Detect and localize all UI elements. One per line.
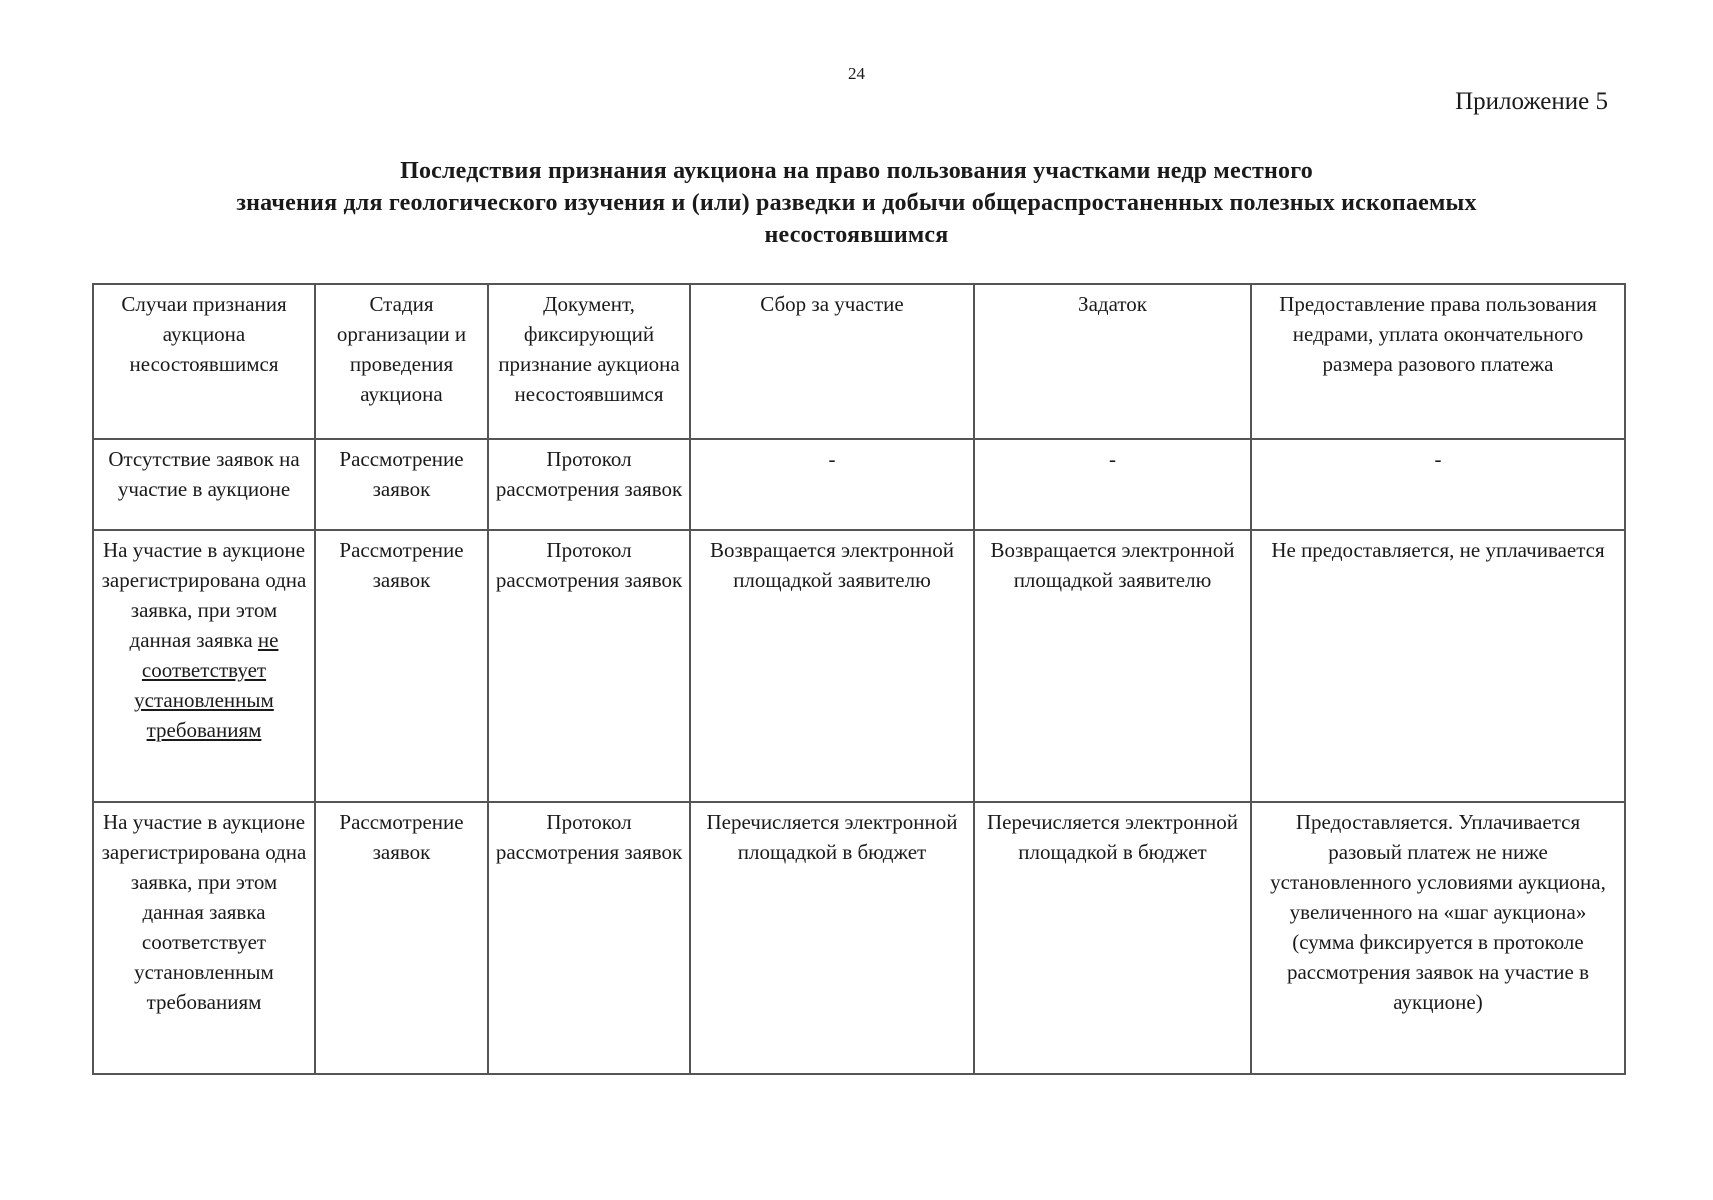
page-number: 24: [848, 64, 865, 83]
row2-fee: Возвращается электронной площадкой заявителю: [690, 530, 974, 802]
header-deposit: Задаток: [974, 284, 1251, 439]
row1-document: Протокол рассмотрения заявок: [488, 439, 690, 530]
consequences-table: [92, 283, 1626, 1075]
row2-document: Протокол рассмотрения заявок: [488, 530, 690, 802]
row1-right: -: [1251, 439, 1625, 530]
row2-right: Не предоставляется, не уплачивается: [1251, 530, 1625, 802]
row1-fee: -: [690, 439, 974, 530]
row1-stage: Рассмотрение заявок: [315, 439, 488, 530]
header-stage: Стадия организации и проведения аукциона: [315, 284, 488, 439]
table-header-row: [93, 284, 1625, 439]
row2-case-prefix: На участие в аукционе зарегистрирована одна заявка, при этом данная заявка: [101, 538, 307, 652]
document-title: [90, 155, 1623, 251]
row3-document: Протокол рассмотрения заявок: [488, 802, 690, 1074]
appendix-label: Приложение 5: [1455, 88, 1608, 115]
table-row: [93, 802, 1625, 1074]
title-line-3: несостоявшимся: [764, 222, 949, 248]
row3-stage: Рассмотрение заявок: [315, 802, 488, 1074]
header-right: Предоставление права пользования недрами, уплата окончательного размера разового платежа: [1251, 284, 1625, 439]
row1-deposit: -: [974, 439, 1251, 530]
title-line-1: Последствия признания аукциона на право пользования участками недр местного: [400, 158, 1313, 184]
row2-stage: Рассмотрение заявок: [315, 530, 488, 802]
table-row: [93, 439, 1625, 530]
row3-right: Предоставляется. Уплачивается разовый платеж не ниже установленного условиями аукциона, увеличенного на «шаг аукциона» (сумма фиксируется в протоколе рассмотрения заявок на участие в аукционе): [1251, 802, 1625, 1074]
title-line-2: значения для геологического изучения и (или) разведки и добычи общераспростаненных полезных ископаемых: [236, 190, 1477, 216]
row1-case: Отсутствие заявок на участие в аукционе: [93, 439, 315, 530]
header-fee: Сбор за участие: [690, 284, 974, 439]
header-document: Документ, фиксирующий признание аукциона несостоявшимся: [488, 284, 690, 439]
row2-deposit: Возвращается электронной площадкой заявителю: [974, 530, 1251, 802]
table-row: [93, 530, 1625, 802]
row3-deposit: Перечисляется электронной площадкой в бюджет: [974, 802, 1251, 1074]
row2-case: [93, 530, 315, 802]
row3-case: На участие в аукционе зарегистрирована одна заявка, при этом данная заявка соответствует установленным требованиям: [93, 802, 315, 1074]
row2-case-underlined: не соответствует установленным требованиям: [134, 628, 279, 742]
header-case: Случаи признания аукциона несостоявшимся: [93, 284, 315, 439]
row3-fee: Перечисляется электронной площадкой в бюджет: [690, 802, 974, 1074]
